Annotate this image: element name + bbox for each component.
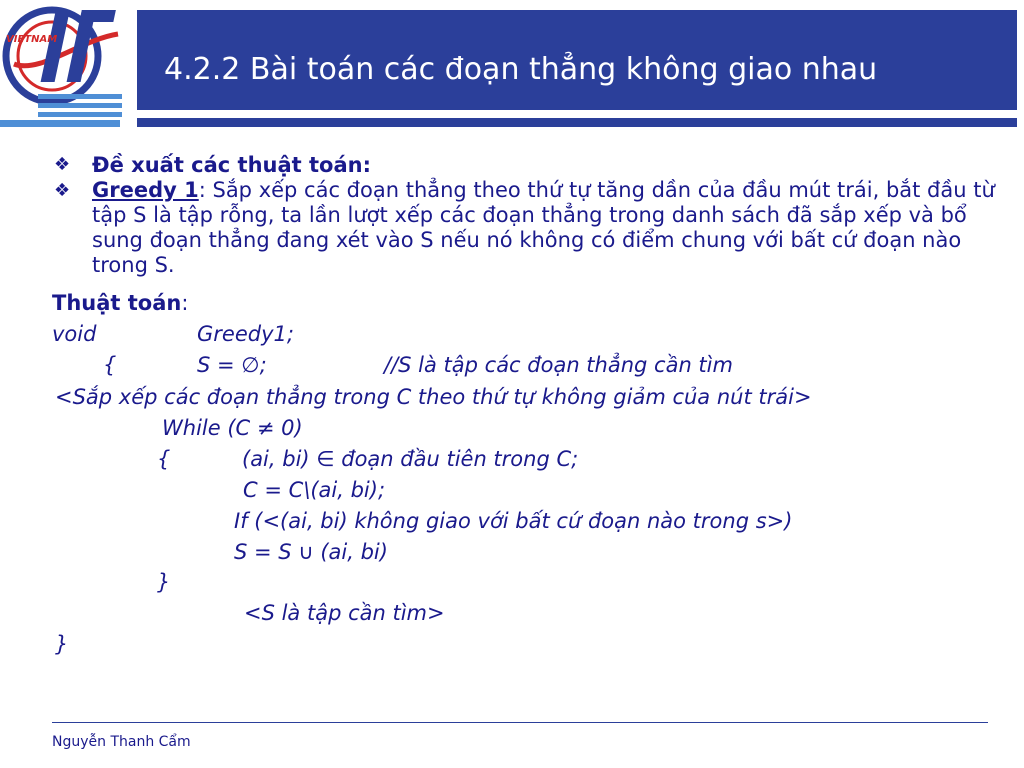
bullet-item — [52, 152, 1002, 178]
code-text: <S là tập cần tìm> — [244, 601, 445, 625]
code-text: } — [55, 632, 69, 656]
code-line — [103, 353, 116, 377]
code-line — [162, 416, 303, 440]
code-comment — [384, 353, 733, 377]
footer-divider — [52, 722, 988, 723]
code-line — [244, 601, 445, 625]
code-text: Greedy1; — [197, 322, 294, 346]
header-rule-right — [137, 118, 1017, 127]
code-line — [243, 478, 385, 502]
title-bar — [137, 10, 1017, 110]
diamond-bullet-icon: ❖ — [54, 180, 71, 201]
code-line — [157, 570, 170, 594]
bullet-label: Đề xuất các thuật toán: — [92, 153, 371, 177]
diamond-bullet-icon: ❖ — [54, 154, 71, 175]
code-line — [55, 385, 812, 409]
bullet-label: Greedy 1 — [92, 178, 199, 202]
code-text: S = S ∪ (ai, bi) — [234, 540, 388, 564]
code-line — [234, 540, 388, 564]
footer-author: Nguyễn Thanh Cẩm — [52, 734, 191, 750]
code-line — [55, 632, 68, 656]
code-text: S = ∅; — [197, 353, 267, 377]
logo-text: VIETNAM — [6, 34, 58, 45]
code-line — [197, 353, 267, 377]
code-text: } — [157, 570, 171, 594]
code-line — [52, 322, 96, 346]
code-text: (ai, bi) ∈ đoạn đầu tiên trong C; — [242, 447, 579, 471]
code-line — [157, 447, 170, 471]
code-text: { — [103, 353, 117, 377]
algorithm-heading — [52, 291, 188, 315]
code-text: C = C\(ai, bi); — [243, 478, 386, 502]
page-title: 4.2.2 Bài toán các đoạn thẳng không giao nhau — [164, 52, 878, 87]
bullet-item — [52, 178, 1002, 278]
code-text: { — [157, 447, 171, 471]
code-text: <Sắp xếp các đoạn thẳng trong C theo thứ tự không giảm của nút trái> — [55, 385, 812, 409]
code-text: If (<(ai, bi) không giao với bất cứ đoạn nào trong s>) — [234, 509, 793, 533]
code-line — [242, 447, 578, 471]
slide-content — [52, 152, 1002, 278]
header-rule-left — [0, 120, 120, 127]
logo — [0, 0, 122, 120]
algorithm-heading-colon: : — [181, 291, 189, 315]
algorithm-heading-label: Thuật toán — [52, 291, 182, 315]
code-keyword: void — [52, 322, 97, 346]
bullet-text: : Sắp xếp các đoạn thẳng theo thứ tự tăng dần của đầu mút trái, bắt đầu từ tập S là tập rỗng, ta lần lượt xếp các đoạn thẳng trong danh sách đã sắp xếp và bổ sung đoạn thẳng đang xét vào S nếu nó không có điểm chung với bất cứ đoạn nào trong S. — [92, 178, 995, 277]
code-text: //S là tập các đoạn thẳng cần tìm — [384, 353, 733, 377]
code-line — [234, 509, 792, 533]
code-line — [197, 322, 294, 346]
code-text: While (C ≠ 0) — [162, 416, 303, 440]
